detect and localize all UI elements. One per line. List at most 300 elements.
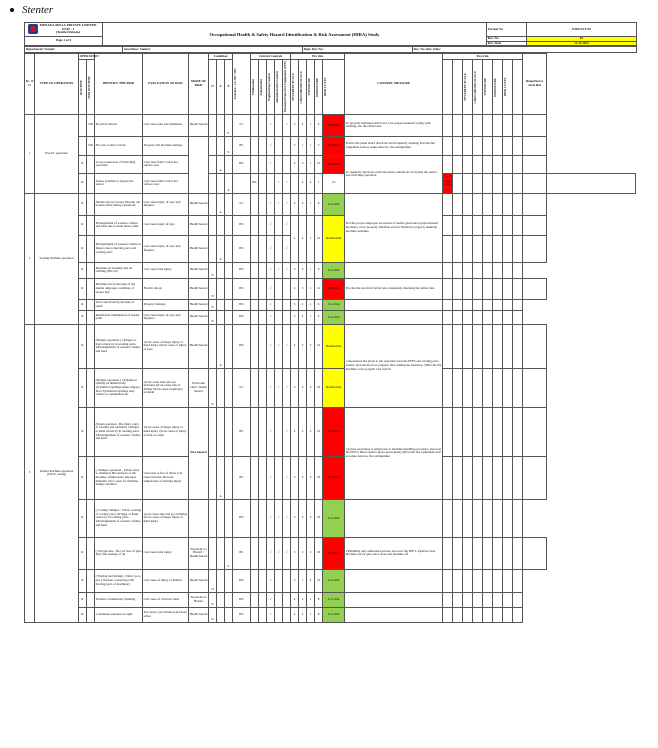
remarks-cell xyxy=(513,299,523,310)
post-risk-cell xyxy=(513,537,523,569)
pre-risk-s-cell: 5 xyxy=(291,569,299,592)
risk-cell: ( Plaiting and folding - Fabric go to pits ) Workers contacting with moving parts of machinery xyxy=(95,569,143,592)
col-ppe: Personal Protective Equipment (PPE) xyxy=(283,60,291,114)
post-risk-cell xyxy=(483,537,493,569)
col-e: E xyxy=(225,60,233,114)
pre-risk-x-cell: 2 xyxy=(307,407,315,456)
col-remarks: Remarks/Co ntrol Ref xyxy=(523,54,547,114)
table-row xyxy=(25,215,636,235)
remarks-cell xyxy=(513,607,523,622)
post-risk-cell xyxy=(503,136,513,155)
post-risk-cell xyxy=(463,569,473,592)
post-risk-cell xyxy=(453,310,463,324)
control-en-cell: √ xyxy=(267,368,275,407)
control-pp-cell: √ xyxy=(283,537,291,569)
post-risk-cell xyxy=(513,278,523,299)
evaluation-cell: Can cause burn injury xyxy=(143,537,189,569)
post-risk-cell xyxy=(345,262,443,278)
post-risk-cell xyxy=(483,215,493,235)
routine-cell xyxy=(79,114,87,136)
evaluation-cell: Can cause burn injury xyxy=(143,262,189,278)
control-ad-cell: √ xyxy=(275,499,283,537)
concern-cell: IPC xyxy=(233,235,251,262)
post-risk-cell xyxy=(513,235,523,262)
condition-n-cell xyxy=(209,215,217,235)
control-su-cell xyxy=(259,456,267,499)
control-en-cell: √ xyxy=(267,592,275,607)
concern-cell: IPC xyxy=(233,155,251,173)
post-risk-cell xyxy=(453,299,463,310)
risk-level-badge: Low Risk xyxy=(323,310,345,324)
condition-e-cell: E xyxy=(225,136,233,155)
table-row xyxy=(25,310,636,324)
post-risk-cell xyxy=(453,155,463,173)
risk-cell: ( Cooling champer - Fabric rotating of cooling area) 1)Finger or hand struck by in rotating parts. 2)Entanglement of workers clothes and hairs xyxy=(95,499,143,537)
risk-cell: Sensor problem or bypass the sensor xyxy=(95,173,143,193)
condition-a-cell xyxy=(217,592,225,607)
non-routine-cell: NR xyxy=(87,136,95,155)
pre-risk-l-cell: 1 xyxy=(299,136,307,155)
control-en-cell: √ xyxy=(267,456,275,499)
remarks-cell xyxy=(523,114,547,136)
concern-cell: IPC xyxy=(233,215,251,235)
post-risk-cell xyxy=(463,215,473,235)
post-risk-cell xyxy=(453,499,463,537)
non-routine-cell xyxy=(87,193,95,215)
evaluation-cell: Can cause fabric travel hot surface area xyxy=(143,173,189,193)
control-measure-cell: Follow the panel board check list and frequently cleaning Provide fire equipment such as sonke detector, fire extinguisher xyxy=(345,136,443,155)
condition-e-cell xyxy=(225,592,233,607)
pre-risk-s-cell: 4 xyxy=(291,155,299,173)
risk-cell: (Mangle operation ) 1)Finger or hand struck by in rotating parts. 2)Entanglement of workers clothes and hairs xyxy=(95,324,143,368)
col-evaluation: EVALUATION OF RISK xyxy=(143,54,189,114)
control-su-cell xyxy=(259,262,267,278)
post-risk-cell xyxy=(453,592,463,607)
rev-date-value: 11.11.2022 xyxy=(527,41,637,46)
condition-a-cell xyxy=(217,499,225,537)
post-risk-cell xyxy=(513,368,523,407)
condition-n-cell: N xyxy=(209,368,217,407)
post-risk-cell xyxy=(513,407,523,456)
col-substitution: Substitution xyxy=(259,60,267,114)
area-sites: Area/Sites: Stenter xyxy=(123,47,303,53)
post-risk-cell xyxy=(345,310,443,324)
control-measure-cell: To properly maintain earth level, Use proper insulated wiring with earthing, use the rubber mat xyxy=(345,114,443,136)
col-type: TYPE OF OPERATION xyxy=(35,54,79,114)
control-en-cell: √ xyxy=(267,310,275,324)
control-su-cell xyxy=(259,407,267,456)
risk-cell: Continuous exposure to light xyxy=(95,607,143,622)
routine-cell: R xyxy=(79,607,87,622)
format-no-value: EMS/SYT/50 xyxy=(527,23,637,37)
mode-cell: Fire hazard xyxy=(189,407,209,499)
control-pp-cell: √ xyxy=(283,407,291,456)
control-el-cell xyxy=(251,155,259,173)
post-risk-cell xyxy=(483,310,493,324)
concern-cell: IPC xyxy=(233,607,251,622)
evaluation-cell: Eye stress, eye irritation and head aches xyxy=(143,607,189,622)
post-risk-cell xyxy=(513,193,523,215)
post-risk-cell xyxy=(503,324,513,368)
section-heading xyxy=(10,2,53,18)
pre-risk-l-cell: 2 xyxy=(299,262,307,278)
post-risk-cell xyxy=(483,278,493,299)
mode-cell: Health hazard xyxy=(189,324,209,368)
control-en-cell: √ xyxy=(267,262,275,278)
control-pp-cell: √ xyxy=(283,215,291,235)
pre-risk-sc-cell: 20 xyxy=(315,456,323,499)
pre-risk-l-cell: 2 xyxy=(299,193,307,215)
evaluation-cell: Can cause of injury of human xyxy=(143,569,189,592)
pre-risk-x-cell: 1 xyxy=(307,607,315,622)
table-row xyxy=(25,136,636,155)
non-routine-cell xyxy=(87,215,95,235)
pre-risk-s-cell: 4 xyxy=(299,173,307,193)
control-measure-cell: 1)Awareness has given to the operation wear the PPES and rotating parts details, 2)Clean the floor properly after mixing the chemical, 3)Provide the machine cover (or)pull card switch. xyxy=(345,324,443,407)
pre-risk-l-cell: 2 xyxy=(299,324,307,368)
control-el-cell xyxy=(251,368,259,407)
table-row xyxy=(25,499,636,537)
routine-cell: R xyxy=(79,278,87,299)
condition-n-cell: N xyxy=(209,607,217,622)
control-su-cell xyxy=(259,215,267,235)
post-risk-cell xyxy=(473,235,483,262)
pre-risk-x-cell: 1 xyxy=(307,215,315,262)
evaluation-cell: 1)can cause skin and eye irritation 2)Can cause of finger injury or hand injury xyxy=(143,499,189,537)
condition-n-cell xyxy=(217,173,225,193)
risk-cell: Workers continuously standing xyxy=(95,592,143,607)
condition-a-cell xyxy=(217,215,225,235)
concern-cell: IPC xyxy=(251,173,259,193)
non-routine-cell xyxy=(87,368,95,407)
condition-a-cell xyxy=(217,262,225,278)
concern-cell: LC xyxy=(233,193,251,215)
control-el-cell xyxy=(251,456,259,499)
table-row xyxy=(25,456,636,499)
control-el-cell xyxy=(251,235,259,262)
table-row xyxy=(25,299,636,310)
control-el-cell xyxy=(251,607,259,622)
post-risk-cell xyxy=(443,235,453,262)
remarks-cell xyxy=(513,499,523,537)
post-risk-cell xyxy=(463,173,473,193)
remarks-cell xyxy=(523,215,547,235)
post-risk-cell xyxy=(483,136,493,155)
condition-n-cell: N xyxy=(209,299,217,310)
post-risk-cell xyxy=(443,407,453,456)
pre-risk-x-cell: 1 xyxy=(307,114,315,136)
pre-risk-x-cell: 2 xyxy=(307,368,315,407)
condition-n-cell xyxy=(209,456,217,499)
col-post-severity: SEVERITY SCALE xyxy=(463,60,473,114)
mode-cell: Health hazard xyxy=(189,607,209,622)
control-en-cell: √ xyxy=(267,299,275,310)
post-risk-cell xyxy=(513,456,523,499)
control-el-cell xyxy=(251,193,259,215)
rev-date-label: Rev. Date xyxy=(487,41,527,46)
post-risk-cell xyxy=(493,499,503,537)
control-en-cell: √ xyxy=(267,569,275,592)
control-pp-cell xyxy=(283,592,291,607)
evaluation-cell: Can cause injury of legs xyxy=(143,215,189,235)
non-routine-cell xyxy=(87,173,95,193)
condition-e-cell xyxy=(225,193,233,215)
concern-cell: LC xyxy=(233,114,251,136)
post-risk-cell xyxy=(503,537,513,569)
control-ad-cell xyxy=(275,407,283,456)
control-su-cell xyxy=(259,114,267,136)
post-risk-cell xyxy=(503,114,513,136)
post-risk-cell xyxy=(493,262,503,278)
post-risk-cell xyxy=(493,607,503,622)
routine-cell: R xyxy=(79,407,87,456)
pre-risk-x-cell: 1 xyxy=(307,310,315,324)
post-risk-cell xyxy=(443,499,453,537)
risk-level-badge: High Risk xyxy=(323,456,345,499)
condition-n-cell xyxy=(209,499,217,537)
condition-a-cell: A xyxy=(217,456,225,499)
control-pp-cell: √ xyxy=(283,193,291,215)
control-en-cell: √ xyxy=(267,278,275,299)
post-risk-cell xyxy=(483,155,493,173)
pre-risk-sc-cell: 8 xyxy=(315,193,323,215)
post-risk-cell xyxy=(443,310,453,324)
pre-risk-sc-cell: 12 xyxy=(315,155,323,173)
post-risk-cell xyxy=(493,299,503,310)
risk-cell: Loose connection of Switching operation xyxy=(95,155,143,173)
concern-cell: IPC xyxy=(233,569,251,592)
evaluation-cell: Can cause of varicose veins xyxy=(143,592,189,607)
condition-e-cell xyxy=(233,173,251,193)
post-risk-cell xyxy=(483,456,493,499)
condition-n-cell xyxy=(209,324,217,368)
risk-level-badge: Low Risk xyxy=(323,262,345,278)
condition-n-cell: N xyxy=(209,278,217,299)
risk-level-badge: High Risk xyxy=(443,173,453,193)
post-risk-cell xyxy=(483,299,493,310)
control-pp-cell: √ xyxy=(283,456,291,499)
control-measure-cell: To regularly check the earth and sensor should not be bypass the sensor and switching operation xyxy=(345,155,443,193)
evaluation-cell: Property damage. xyxy=(143,299,189,310)
post-risk-cell xyxy=(345,569,443,592)
risk-cell: Fire due to short circuit xyxy=(95,136,143,155)
condition-a-cell xyxy=(217,114,225,136)
table-row xyxy=(25,592,636,607)
risk-cell: Machine oil cleaning and oil refilling (Hot oil) xyxy=(95,262,143,278)
risk-cell: ( Oil pipe line - Hot oil flow of pipe line) The leakage of oil xyxy=(95,537,143,569)
control-su-cell xyxy=(259,569,267,592)
post-risk-cell xyxy=(513,324,523,368)
pre-risk-sc-cell: 16 xyxy=(315,407,323,456)
post-risk-cell xyxy=(463,368,473,407)
routine-cell: R xyxy=(79,155,87,173)
control-pp-cell xyxy=(291,173,299,193)
pre-risk-x-cell: 2 xyxy=(307,569,315,592)
pre-risk-l-cell: 4 xyxy=(307,173,315,193)
pre-risk-x-cell: 1 xyxy=(307,136,315,155)
pre-risk-l-cell: 2 xyxy=(299,310,307,324)
post-risk-cell xyxy=(493,136,503,155)
pre-risk-sc-cell: 10 xyxy=(315,569,323,592)
pre-risk-l-cell: 2 xyxy=(299,499,307,537)
post-risk-cell xyxy=(453,262,463,278)
post-risk-cell xyxy=(503,235,513,262)
control-el-cell xyxy=(251,310,259,324)
col-engineering: Engineering Control xyxy=(267,60,275,114)
post-risk-cell xyxy=(453,324,463,368)
post-risk-cell xyxy=(463,310,473,324)
remarks-cell xyxy=(523,235,547,262)
control-su-cell xyxy=(259,193,267,215)
post-risk-cell xyxy=(453,193,463,215)
pre-risk-s-cell: 3 xyxy=(291,310,299,324)
condition-e-cell xyxy=(225,569,233,592)
post-risk-cell xyxy=(453,235,463,262)
control-el-cell xyxy=(251,569,259,592)
post-risk-cell xyxy=(473,407,483,456)
risk-cell: Machine run by the help of leg handle ,improper condition of rupper mat xyxy=(95,278,143,299)
col-control: CONTROL MEASURE xyxy=(345,54,443,114)
control-measure-cell: 1)Handling only authorised person, and wear the PPE's. 2)before back machine out let gate valve close and machine off. xyxy=(345,537,443,569)
control-el-cell xyxy=(251,278,259,299)
control-pp-cell: √ xyxy=(283,235,291,262)
evaluation-cell: Can cause injury of eyes and fingures xyxy=(143,310,189,324)
risk-level-badge: Medium Risk xyxy=(323,368,345,407)
hira-sheet xyxy=(24,22,636,623)
col-n: N xyxy=(209,60,217,114)
control-el-cell xyxy=(251,324,259,368)
dept-doc-no: Dept. Doc No.: xyxy=(303,47,413,53)
pre-risk-s-cell: 4 xyxy=(291,407,299,456)
control-el-cell xyxy=(251,215,259,235)
pre-risk-s-cell: 5 xyxy=(291,499,299,537)
remarks-cell xyxy=(523,407,547,456)
condition-a-cell xyxy=(217,407,225,456)
risk-level-badge: High Risk xyxy=(323,537,345,569)
condition-n-cell: N xyxy=(209,262,217,278)
mode-cell: Health hazard xyxy=(189,569,209,592)
post-risk-cell xyxy=(453,537,463,569)
post-risk-cell xyxy=(463,278,473,299)
evaluation-cell: 1)Can cause of finger injury or hand injury 2)Can cause of injury of eyes xyxy=(143,324,189,368)
post-risk-cell xyxy=(483,592,493,607)
remarks-cell xyxy=(523,324,547,368)
condition-a-cell xyxy=(217,278,225,299)
post-risk-cell xyxy=(513,136,523,155)
rev-no-date: Rev. No./Rev. Date: xyxy=(413,47,637,53)
control-el-cell xyxy=(251,136,259,155)
control-en-cell: √ xyxy=(267,407,275,456)
condition-a-cell: A xyxy=(225,173,233,193)
risk-level-badge: High Risk xyxy=(323,278,345,299)
control-pp-cell xyxy=(283,278,291,299)
control-en-cell: √ xyxy=(267,499,275,537)
concern-cell: BC xyxy=(233,537,251,569)
control-en-cell: √ xyxy=(267,136,275,155)
control-su-cell xyxy=(259,368,267,407)
post-risk-cell xyxy=(503,407,513,456)
post-risk-cell xyxy=(503,155,513,173)
post-risk-cell xyxy=(463,262,473,278)
condition-e-cell xyxy=(225,215,233,235)
pre-risk-sc-cell: 20 xyxy=(315,499,323,537)
pre-risk-l-cell: 2 xyxy=(299,299,307,310)
control-ad-cell xyxy=(275,299,283,310)
post-risk-cell xyxy=(453,114,463,136)
routine-cell: R xyxy=(79,235,87,262)
company-name: MENAKA MILLS PRIVATE LIMITED xyxy=(39,22,97,27)
pre-risk-s-cell: 5 xyxy=(291,456,299,499)
control-su-cell xyxy=(259,324,267,368)
col-post-risk: Post risk xyxy=(443,54,523,60)
remarks-cell xyxy=(523,278,547,299)
control-en-cell: √ xyxy=(267,193,275,215)
post-risk-cell xyxy=(453,215,463,235)
pre-risk-l-cell: 3 xyxy=(299,278,307,299)
evaluation-cell: Can cause pain and numbness. xyxy=(143,114,189,136)
table-row xyxy=(25,173,636,193)
control-en-cell: √ xyxy=(267,607,275,622)
post-risk-cell xyxy=(493,173,503,193)
control-su-cell xyxy=(259,310,267,324)
mode-cell: Health hazard xyxy=(189,114,209,136)
non-routine-cell xyxy=(87,310,95,324)
risk-cell: (Mangle operation ) 1)Chemical spilling on human body 2)Chemical spillage make slippery floor 3)Chemical spillage may chance to contaminate air xyxy=(95,368,143,407)
control-ad-cell xyxy=(275,278,283,299)
mode-cell: Health hazard xyxy=(189,310,209,324)
pre-risk-x-cell: 1 xyxy=(307,592,315,607)
control-ad-cell xyxy=(275,136,283,155)
control-en-cell: √ xyxy=(267,114,275,136)
condition-a-cell xyxy=(217,310,225,324)
pre-risk-s-cell: 4 xyxy=(291,193,299,215)
routine-cell: R xyxy=(79,324,87,368)
post-risk-cell xyxy=(503,262,513,278)
pre-risk-x-cell: 1 xyxy=(307,262,315,278)
condition-a-cell xyxy=(217,136,225,155)
post-risk-cell xyxy=(473,368,483,407)
post-risk-cell xyxy=(463,607,473,622)
routine-cell: R xyxy=(79,193,87,215)
control-pp-cell xyxy=(283,310,291,324)
company-division: (Textile Division) xyxy=(55,30,80,35)
post-risk-cell xyxy=(473,114,483,136)
col-operation: OPERATION xyxy=(79,54,99,59)
post-risk-cell xyxy=(483,235,493,262)
condition-n-cell: N xyxy=(209,310,217,324)
col-administrative: Administrative Control xyxy=(275,60,283,114)
post-risk-cell xyxy=(473,262,483,278)
post-risk-cell xyxy=(483,173,493,193)
control-el-cell xyxy=(251,592,259,607)
non-routine-cell xyxy=(87,499,95,537)
routine-cell: R xyxy=(79,537,87,569)
risk-level-badge: Medium Risk xyxy=(323,215,345,262)
condition-n-cell xyxy=(209,407,217,456)
non-routine-cell xyxy=(87,324,95,368)
post-risk-cell xyxy=(463,136,473,155)
mode-cell xyxy=(189,136,209,193)
evaluation-cell: 1)Can cause skin and eye irritation 2)Can cause risk of falling 3)Can cause respiratory problem xyxy=(143,368,189,407)
control-su-cell xyxy=(259,235,267,262)
non-routine-cell xyxy=(87,299,95,310)
col-pre-risk: Pre risk xyxy=(291,54,345,60)
post-risk-cell xyxy=(503,173,513,193)
pre-risk-sc-cell: 12 xyxy=(315,278,323,299)
risk-level-badge: Medium Risk xyxy=(323,324,345,368)
control-ad-cell: √ xyxy=(275,193,283,215)
control-su-cell xyxy=(259,299,267,310)
